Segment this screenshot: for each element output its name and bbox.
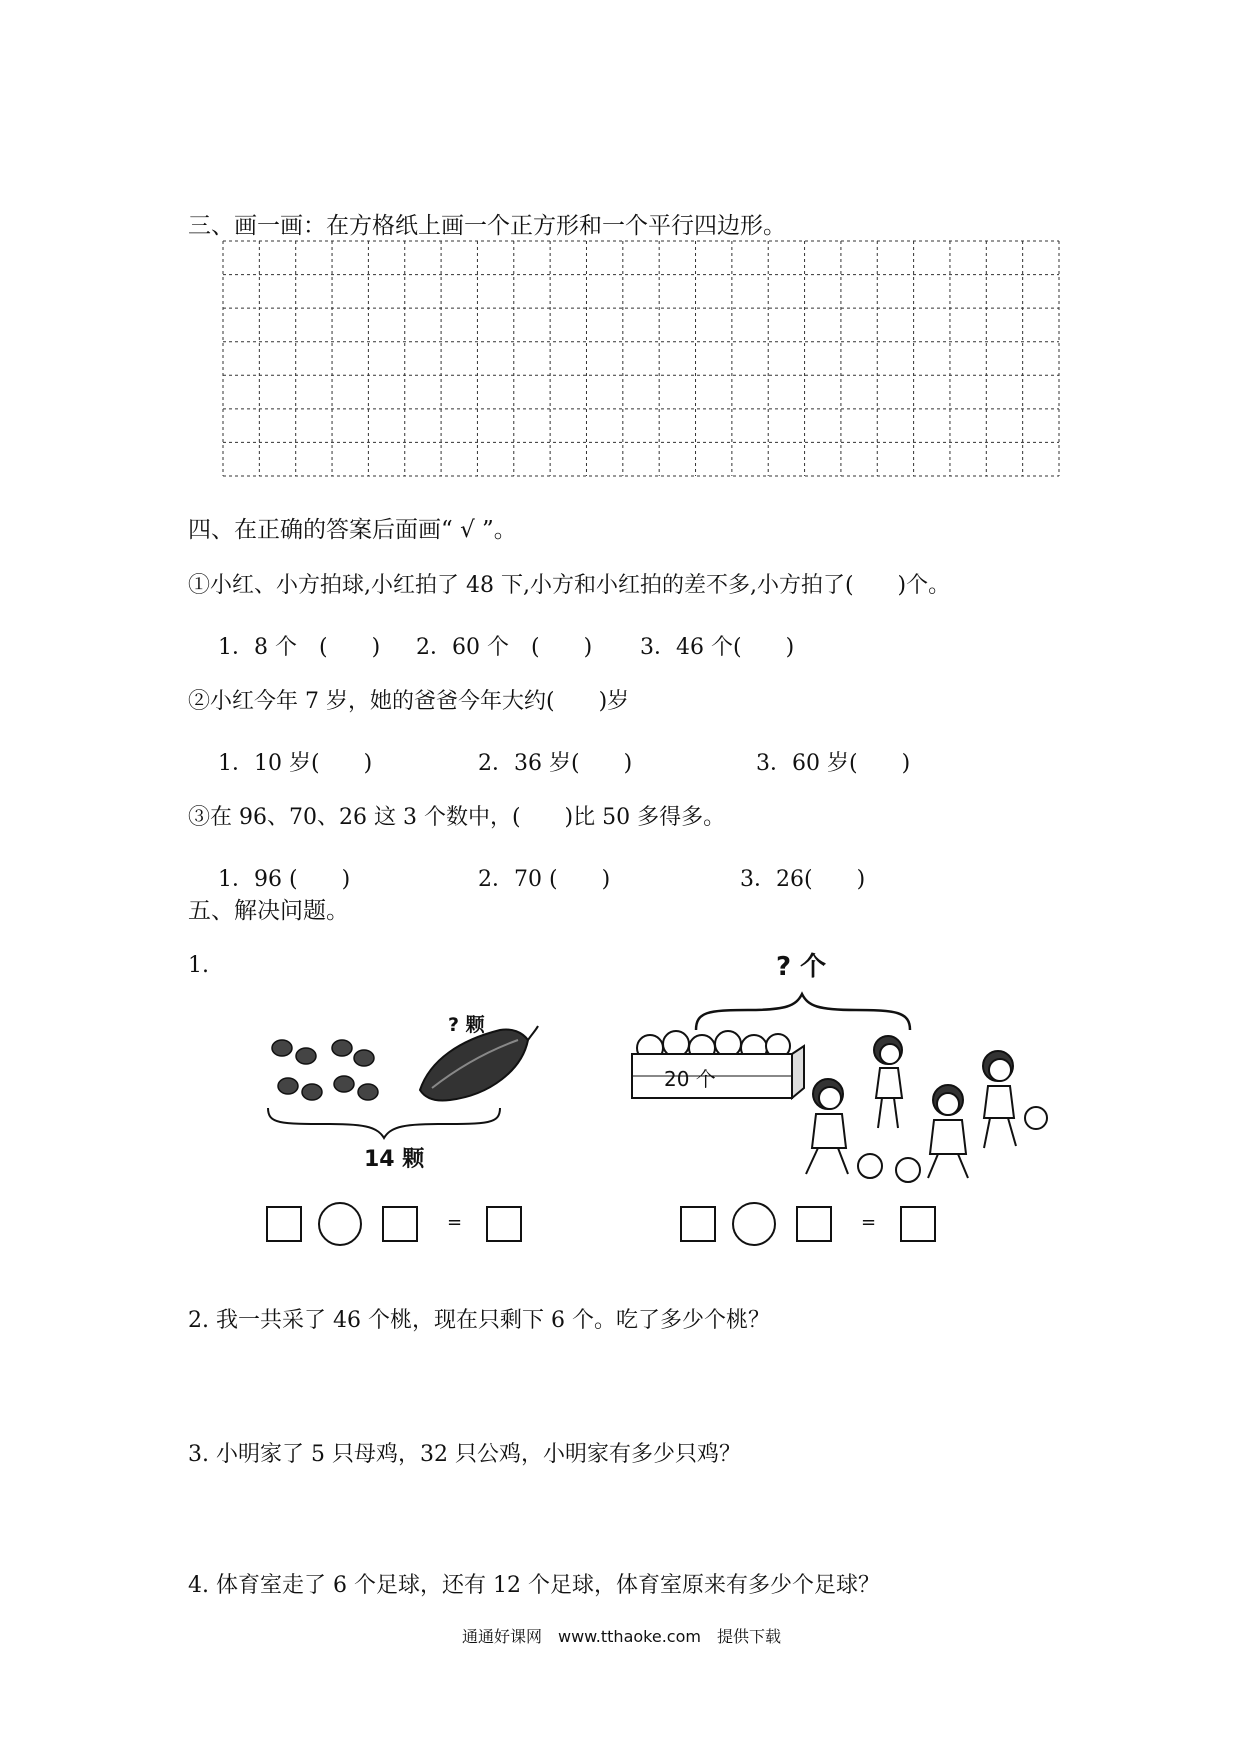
section5-title: 五、解决问题。 xyxy=(188,898,349,924)
answer-box[interactable] xyxy=(900,1206,936,1242)
equation-row-right xyxy=(676,1200,946,1250)
bean-8 xyxy=(358,1084,378,1100)
q1-option-2[interactable]: 2．60 个 ( ) xyxy=(416,635,593,660)
q3-option-3[interactable]: 3．26( ) xyxy=(740,867,866,892)
q3-option-2[interactable]: 2．70 ( ) xyxy=(478,867,611,892)
q2-option-2[interactable]: 2．36 岁( ) xyxy=(478,751,633,776)
q1-option-1[interactable]: 1．8 个 ( ) xyxy=(218,635,381,660)
children-playing-ball-icon xyxy=(806,1036,1047,1182)
answer-box[interactable] xyxy=(680,1206,716,1242)
top-brace xyxy=(696,994,910,1030)
box-count-label: 20 个 xyxy=(664,1067,716,1091)
page-footer: 通通好课网 www.tthaoke.com 提供下载 xyxy=(462,1627,781,1646)
problem-1-number: 1. xyxy=(188,953,209,978)
section4-title: 四、在正确的答案后面画“ √ ”。 xyxy=(188,517,517,543)
bean-2 xyxy=(296,1048,316,1064)
bean-6 xyxy=(302,1084,322,1100)
equals-sign: = xyxy=(861,1212,877,1233)
operator-circle[interactable] xyxy=(318,1202,362,1246)
bean-3 xyxy=(332,1040,352,1056)
equals-sign: = xyxy=(447,1212,463,1233)
ball-box-icon xyxy=(632,1031,804,1098)
bean-7 xyxy=(334,1076,354,1092)
q3-option-1[interactable]: 1．96 ( ) xyxy=(218,867,351,892)
bean-4 xyxy=(354,1050,374,1066)
problem-4-text: 4. 体育室走了 6 个足球，还有 12 个足球，体育室原来有多少个足球？ xyxy=(188,1573,880,1598)
question-2-text: ②小红今年 7 岁，她的爸爸今年大约( )岁 xyxy=(188,689,630,714)
answer-box[interactable] xyxy=(266,1206,302,1242)
unknown-count-label: ? 个 xyxy=(776,952,827,982)
total-beans-label: 14 颗 xyxy=(364,1147,425,1172)
answer-box[interactable] xyxy=(796,1206,832,1242)
unknown-beans-label: ? 颗 xyxy=(448,1014,485,1036)
q1-option-3[interactable]: 3．46 个( ) xyxy=(640,635,795,660)
problem-2-text: 2. 我一共采了 46 个桃，现在只剩下 6 个。吃了多少个桃？ xyxy=(188,1308,770,1333)
question-3-text: ③在 96、70、26 这 3 个数中，( )比 50 多得多。 xyxy=(188,805,726,830)
bean-1 xyxy=(272,1040,292,1056)
equation-row-left xyxy=(262,1200,532,1250)
q2-option-3[interactable]: 3．60 岁( ) xyxy=(756,751,911,776)
operator-circle[interactable] xyxy=(732,1202,776,1246)
bottom-brace xyxy=(268,1108,500,1138)
square-grid-paper[interactable] xyxy=(222,240,1060,477)
q2-option-1[interactable]: 1．10 岁( ) xyxy=(218,751,373,776)
bean-pod-icon xyxy=(420,1026,538,1101)
bean-5 xyxy=(278,1078,298,1094)
answer-box[interactable] xyxy=(486,1206,522,1242)
section3-title: 三、画一画：在方格纸上画一个正方形和一个平行四边形。 xyxy=(188,213,786,239)
problem-3-text: 3. 小明家了 5 只母鸡，32 只公鸡，小明家有多少只鸡？ xyxy=(188,1442,741,1467)
question-1-text: ①小红、小方拍球,小红拍了 48 下,小方和小红拍的差不多,小方拍了( )个。 xyxy=(188,573,951,598)
answer-box[interactable] xyxy=(382,1206,418,1242)
